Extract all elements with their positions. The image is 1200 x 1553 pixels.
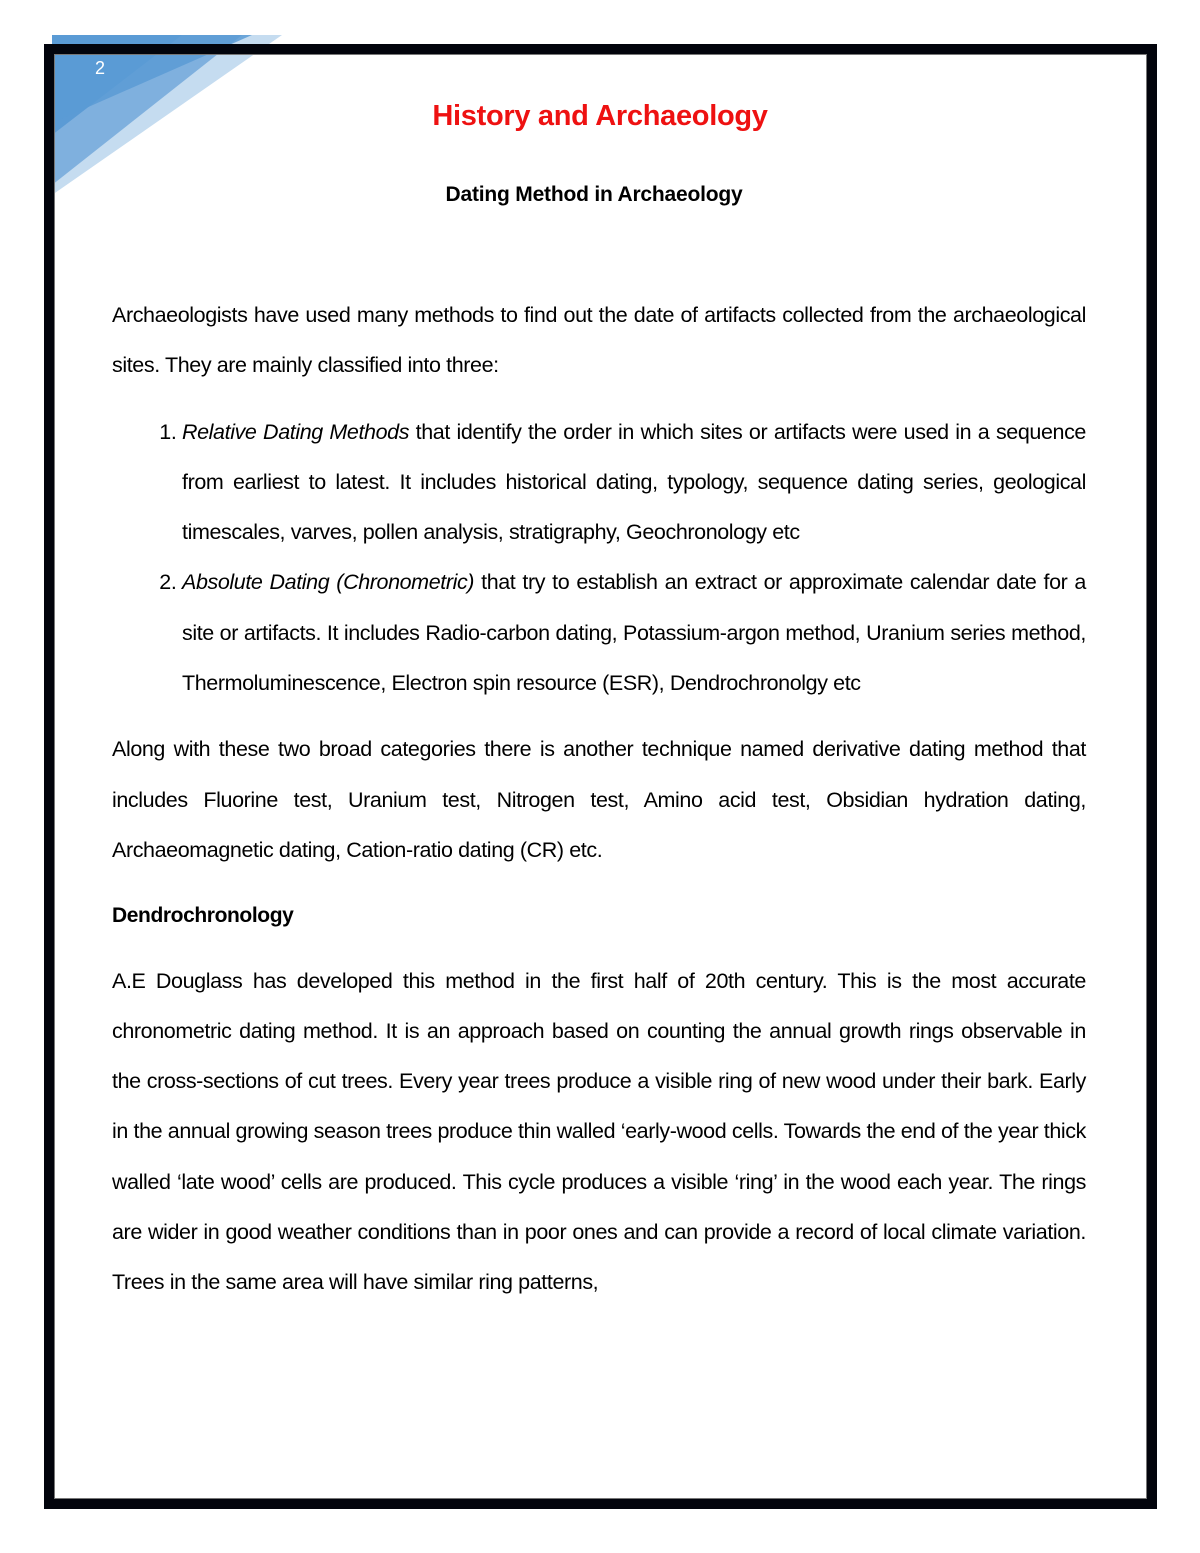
corner-decoration-icon (52, 35, 282, 195)
list-item-text: that try to establish an extract or approximate calendar date for a site or artifacts. It includes Radio-carbon dating, Potassium-argon method, Uranium series method, Thermoluminescence, Electron spin resource (ESR), Dendrochronolgy etc (182, 570, 1086, 696)
list-item-relative-dating (182, 407, 1086, 558)
list-item-term: Relative Dating Methods (182, 419, 410, 444)
document-title: History and Archaeology (432, 100, 768, 132)
list-item-text: that identify the order in which sites or artifacts were used in a sequence from earliest to latest. It includes historical dating, typology, sequence dating series, geological timescales, varves, pollen analysis, stratigraphy, Geochronology etc (182, 419, 1086, 545)
page-number: 2 (95, 58, 106, 78)
document-body (112, 290, 1086, 1308)
dating-methods-list (112, 407, 1086, 709)
section-heading: Dendrochronology (112, 904, 294, 928)
derivative-paragraph: Along with these two broad categories there is another technique named derivative dating method that includes Fluorine test, Uranium test, Nitrogen test, Amino acid test, Obsidian hydration dating, Archaeomagnetic dating, Cation-ratio dating (CR) etc. (112, 737, 1086, 862)
list-item-term: Absolute Dating (Chronometric) (182, 570, 475, 595)
document-subtitle: Dating Method in Archaeology (445, 183, 743, 206)
intro-paragraph: Archaeologists have used many methods to find out the date of artifacts collected from the archaeological sites. They are mainly classified into three: (112, 303, 1086, 378)
list-item-absolute-dating (182, 557, 1086, 708)
dendrochronology-paragraph: A.E Douglass has developed this method in the first half of 20th century. This is the most accurate chronometric dating method. It is an approach based on counting the annual growth rings observable in the cross-sections of cut trees. Every year trees produce a visible ring of new wood under their bark. Early in the annual growing season trees produce thin walled ‘early-wood cells. Towards the end of the year thick walled ‘late wood’ cells are produced. This cycle produces a visible ‘ring’ in the wood each year. The rings are wider in good weather conditions than in poor ones and can provide a record of local climate variation. Trees in the same area will have similar ring patterns, (112, 968, 1086, 1295)
